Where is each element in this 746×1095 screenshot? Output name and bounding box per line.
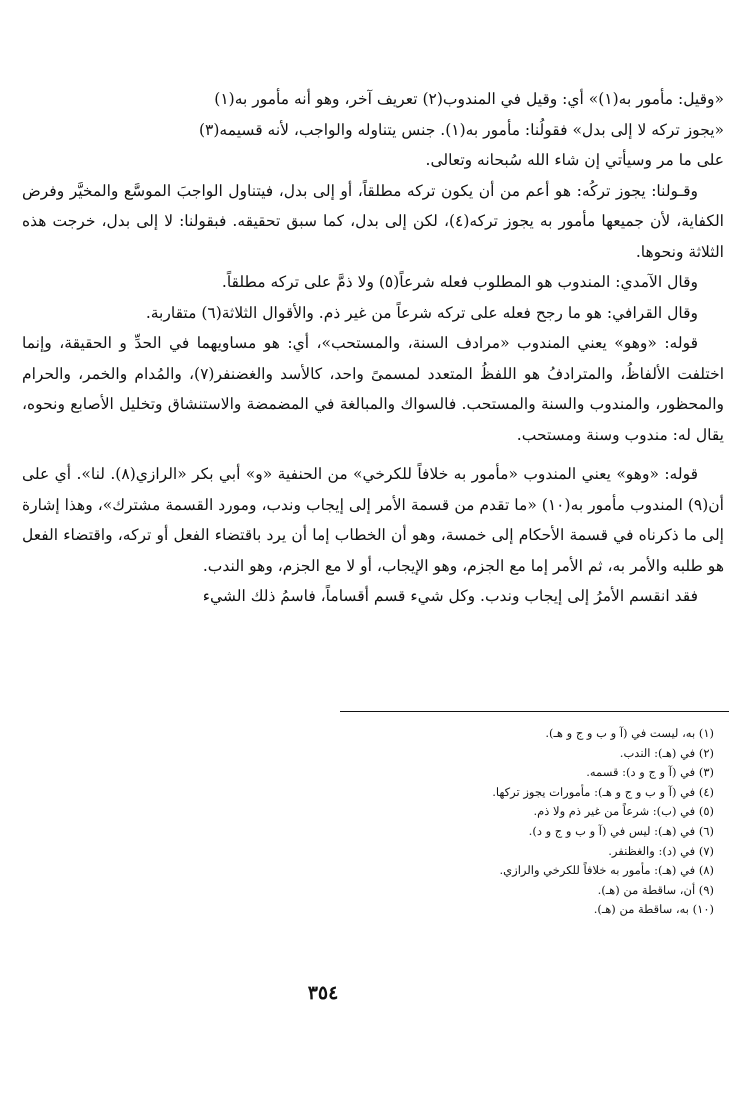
text-line-1: «وقيل: مأمور به(١)» أي: وقيل في المندوب(٢) تعريف آخر، وهو أنه مأمور به(١) (214, 90, 724, 108)
footnote-7: (٧) في (د): والغظنفر. (608, 843, 714, 858)
footnote-6: (٦) في (هـ): ليس في (آ و ب و ج و د). (528, 823, 714, 838)
paragraph-mamur-bihi: قوله: «وهو» يعني المندوب «مأمور به خلافاً للكرخي» من الحنفية «و» أبي بكر «الرازي(٨). لنا». أي على أن(٩) المندوب مأمور به(١٠) «ما تقدم من قسمة الأمر إلى إيجاب وندب، ومورد القسمة مشترك»، وهذا إشارة إلى ما ذكرناه في قسمة الأحكام إلى خمسة، وهو أن الخطاب إما أن يرد باقتضاء الفعل أو تركه، واقتضاء الفعل هو طلبه والأمر به، ثم الأمر إما مع الجزم، وهو الإيجاب، أو لا مع الجزم، وهو الندب. (22, 465, 724, 575)
footnote-8: (٨) في (هـ): مأمور به خلافاً للكرخي والرازي. (499, 863, 714, 878)
footnote-5: (٥) في (ب): شرعاً من غير ذم ولا ذم. (533, 804, 714, 819)
text-line-3: على ما مر وسيأتي إن شاء الله سُبحانه وتعالى. (425, 151, 724, 169)
footnote-4: (٤) في (آ و ب و ج و هـ): مأمورات يجوز تركها. (492, 784, 714, 799)
footnote-10: (١٠) به، ساقطة من (هـ). (593, 902, 714, 917)
paragraph-synonyms: قوله: «وهو» يعني المندوب «مرادف السنة، والمستحب»، أي: هو مساويهما في الحدِّ و الحقيقة، وإنما اختلفت الألفاظُ، والمترادفُ هو اللفظُ المتعدد لمسمىً واحد، كالأسد والغضنفر(٧)، والمُدام والخمر، والحرام والمحظور، والمندوب والسنة والمستحب. فالسواك والمبالغة في المضمضة والاستنشاق وتخليل الأصابع ونحوه، يقال له: مندوب وسنة ومستحب. (22, 334, 724, 444)
main-text (22, 84, 724, 612)
paragraph-qarafi: وقال القرافي: هو ما رجح فعله على تركه شرعاً من غير ذم. والأقوال الثلاثة(٦) متقاربة. (145, 303, 698, 322)
text-line-2: «يجوز تركه لا إلى بدل» فقولُنا: مأمور به(١). جنس يتناوله والواجب، لأنه قسيمه(٣) (198, 120, 724, 139)
paragraph-conclusion: فقد انقسم الأمرُ إلى إيجاب وندب. وكل شيء قسم أقساماً، فاسمُ ذلك الشيء (202, 587, 698, 605)
footnote-9: (٩) أن، ساقطة من (هـ). (597, 882, 714, 897)
footnote-3: (٣) في (آ و ج و د): قسمه. (586, 765, 714, 780)
footnote-2: (٢) في (هـ): الندب. (619, 745, 714, 760)
paragraph-tarkuhu: وقـولنا: يجوز تركُه: هو أعم من أن يكون تركه مطلقاً، أو إلى بدل، فيتناول الواجبَ الموسَّع والمخيَّر وفرض الكفاية، لأن جميعها مأمور به يجوز تركه(٤)، لكن إلى بدل، كما سبق تحقيقه. فبقولنا: لا إلى بدل، خرجت هذه الثلاثة ونحوها. (22, 181, 724, 261)
footnote-separator (340, 711, 729, 712)
paragraph-amidi: وقال الآمدي: المندوب هو المطلوب فعله شرعاً(٥) ولا ذمَّ على تركه مطلقاً. (221, 273, 698, 291)
page-number: ٣٥٤ (307, 982, 339, 1004)
footnote-1: (١) به، ليست في (آ و ب و ج و هـ). (545, 726, 714, 740)
footnotes (250, 724, 714, 920)
